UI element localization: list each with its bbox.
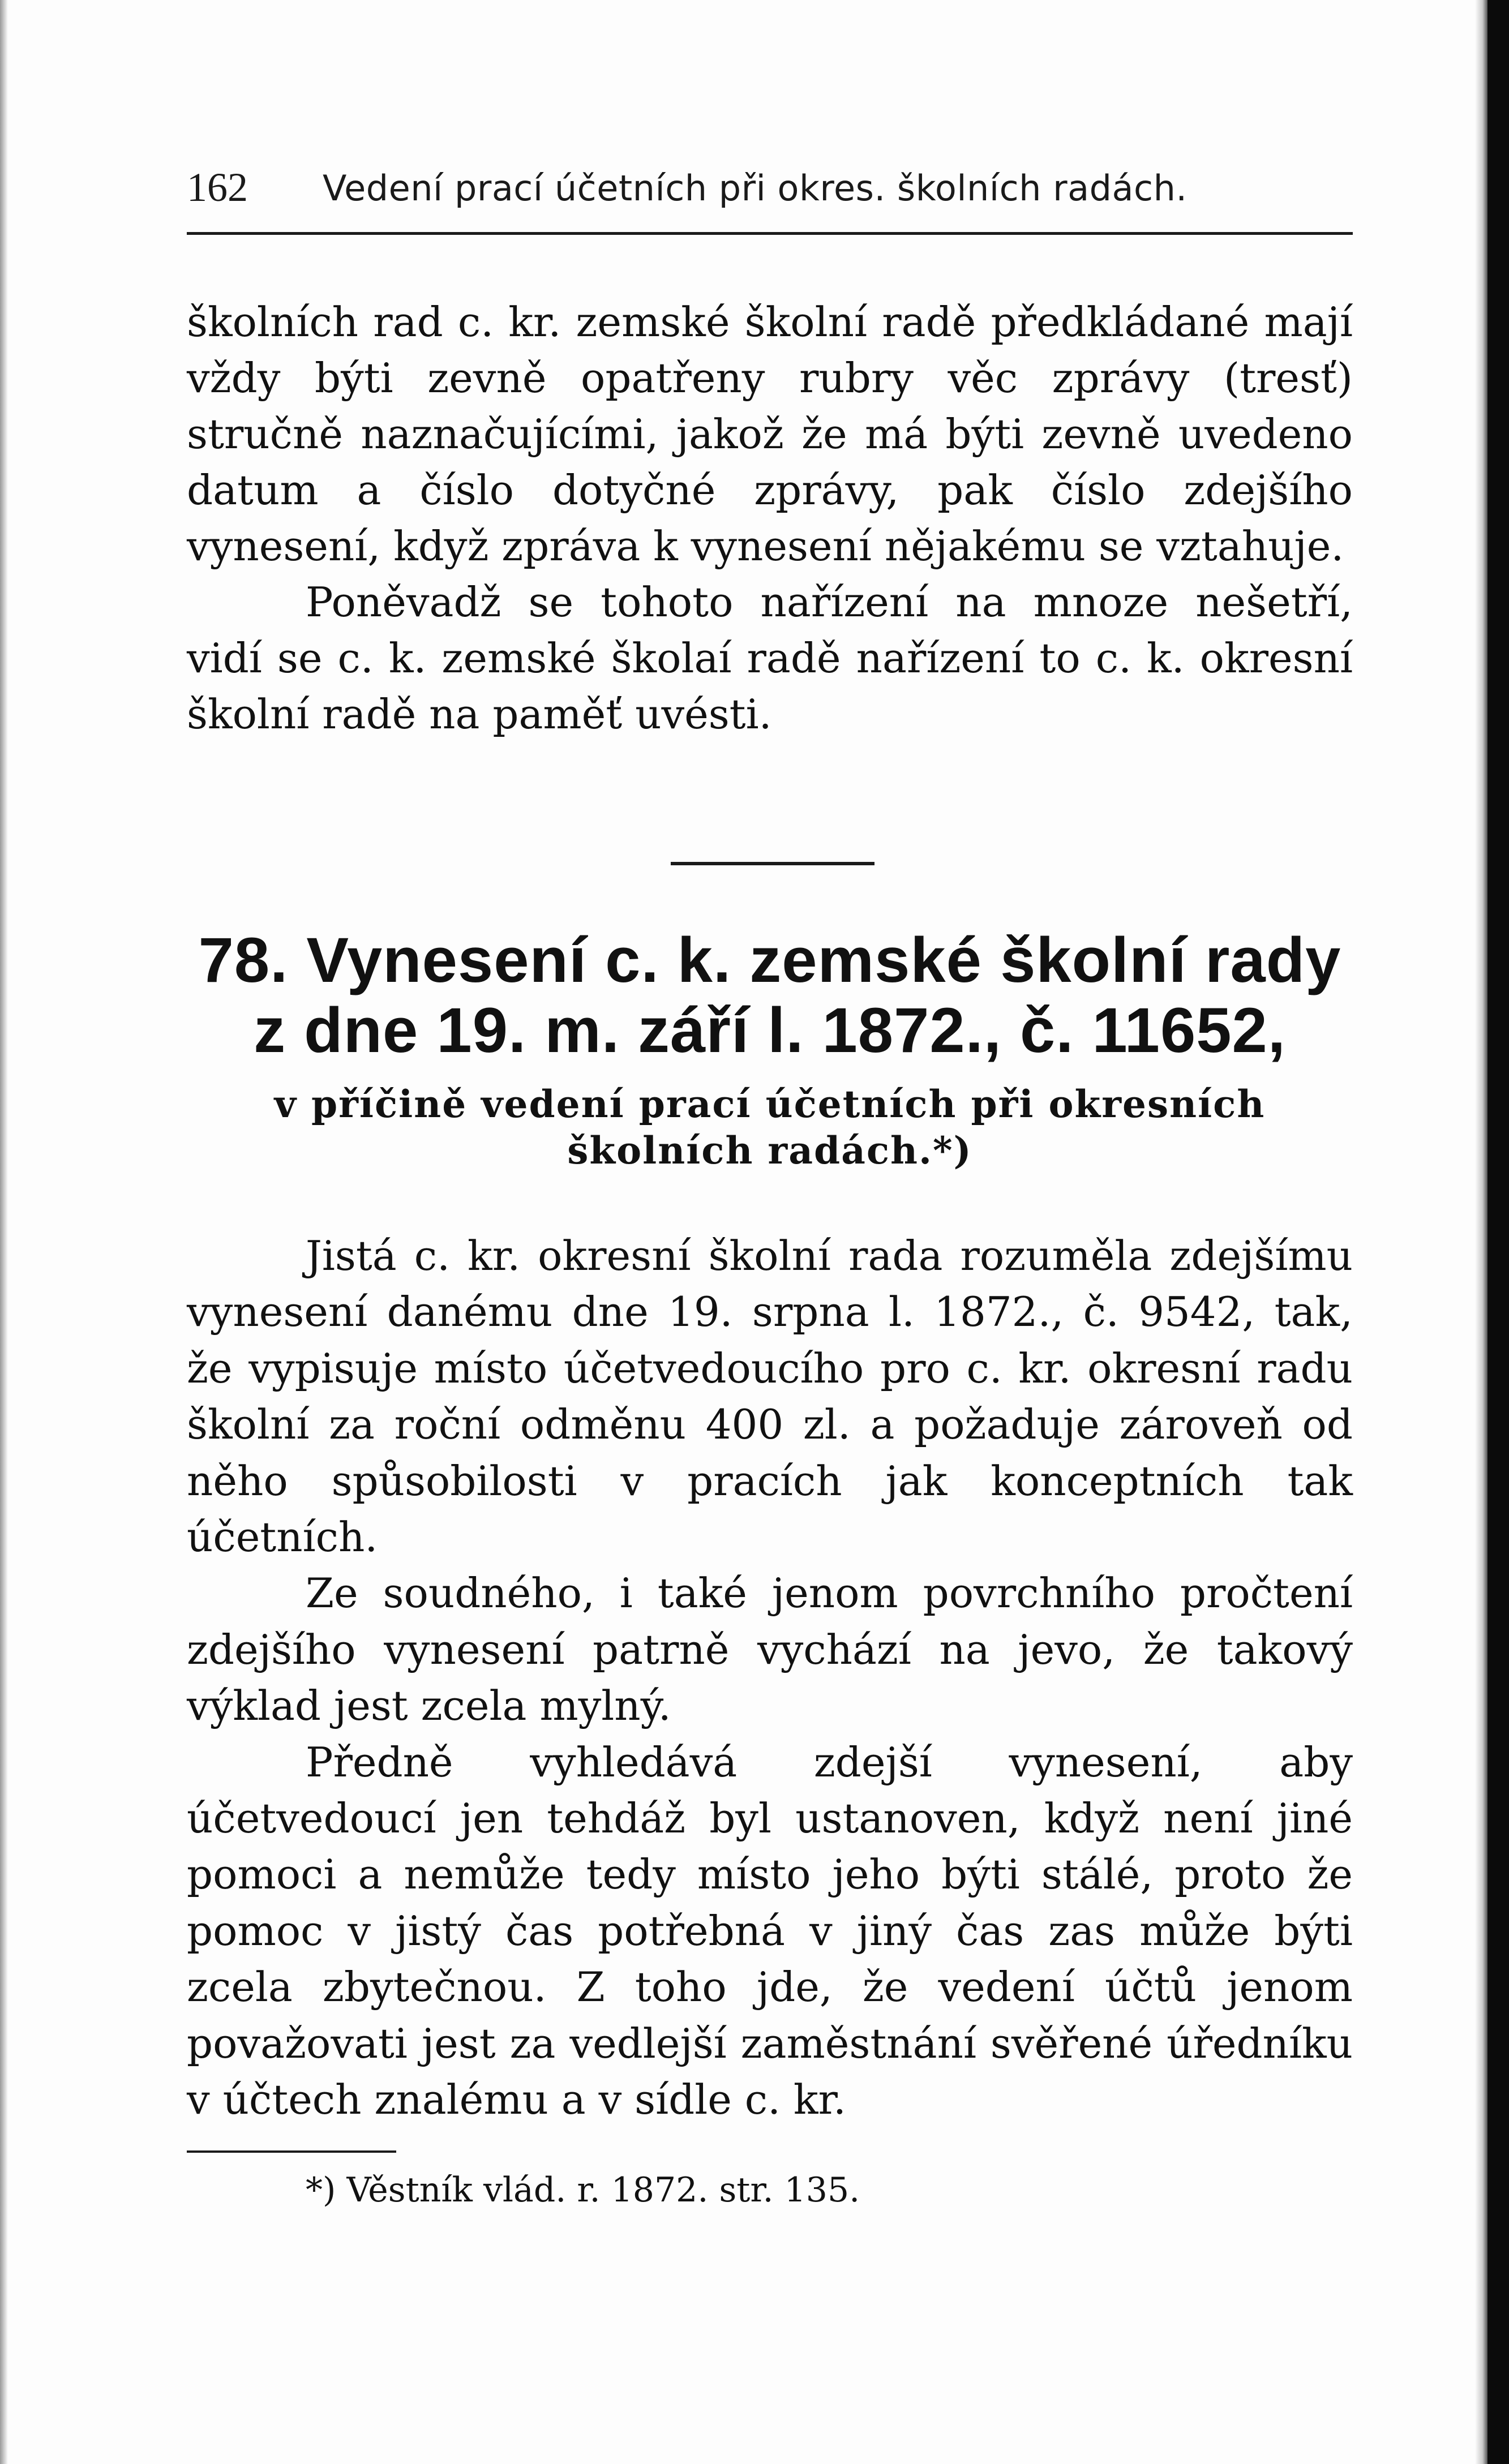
footnote: *) Věstník vlád. r. 1872. str. 135. xyxy=(306,2170,860,2210)
section-subheading-line-2: školních radách.*) xyxy=(567,1128,972,1173)
section-heading xyxy=(187,925,1353,1066)
running-header xyxy=(187,164,1313,226)
section-subheading xyxy=(187,1081,1353,1174)
page-right-edge xyxy=(1487,0,1509,2464)
intro-text xyxy=(187,294,1353,742)
intro-paragraph-1: školních rad c. kr. zemské školní radě předkládané mají vždy býti zevně opatřeny rubry věc zprávy (tresť) stručně naznačujícími, jakož že má býti zevně uvedeno datum a číslo dotyčné zprávy, pak číslo zdejšího vynesení, když zpráva k vynesení nějakému se vztahuje. xyxy=(187,298,1353,570)
footnote-rule xyxy=(187,2150,396,2153)
section-paragraph-2: Ze soudného, i také jenom povrchního pročtení zdejšího vynesení patrně vychází na jevo, že takový výklad jest zcela mylný. xyxy=(187,1569,1353,1730)
page-gutter-shadow xyxy=(1475,0,1487,2464)
section-subheading-line-1: v příčině vedení prací účetních při okresních xyxy=(274,1082,1266,1126)
section-heading-line-1: 78. Vynesení c. k. zemské školní rady xyxy=(198,925,1341,995)
section-text xyxy=(187,1228,1353,2128)
intro-paragraph-2: Poněvadž se tohoto nařízení na mnoze nešetří, vidí se c. k. zemské školaí radě nařízení to c. k. okresní školní radě na paměť uvésti. xyxy=(187,578,1353,738)
page-number: 162 xyxy=(187,165,248,210)
page-left-edge xyxy=(0,0,8,2464)
section-paragraph-1: Jistá c. kr. okresní školní rada rozuměla zdejšímu vynesení danému dne 19. srpna l. 1872., č. 9542, tak, že vypisuje místo účetvedoucího pro c. kr. okresní radu školní za roční odměnu 400 zl. a požaduje zároveň od něho spůsobilosti v pracích jak konceptních tak účetních. xyxy=(187,1232,1353,1561)
section-paragraph-3: Předně vyhledává zdejší vynesení, aby účetvedoucí jen tehdáž byl ustanoven, když není jiné pomoci a nemůže tedy místo jeho býti stálé, proto že pomoc v jistý čas potřebná v jiný čas zas může býti zcela zbytečnou. Z toho jde, že vedení účtů jenom považovati jest za vedlejší zaměstnání svěřené úředníku v účtech znalému a v sídle c. kr. xyxy=(187,1738,1353,2124)
running-title: Vedení prací účetních při okres. školních radách. xyxy=(323,168,1188,209)
section-separator xyxy=(671,862,874,865)
section-heading-line-2: z dne 19. m. září l. 1872., č. 11652, xyxy=(254,995,1286,1066)
header-rule xyxy=(187,232,1353,235)
